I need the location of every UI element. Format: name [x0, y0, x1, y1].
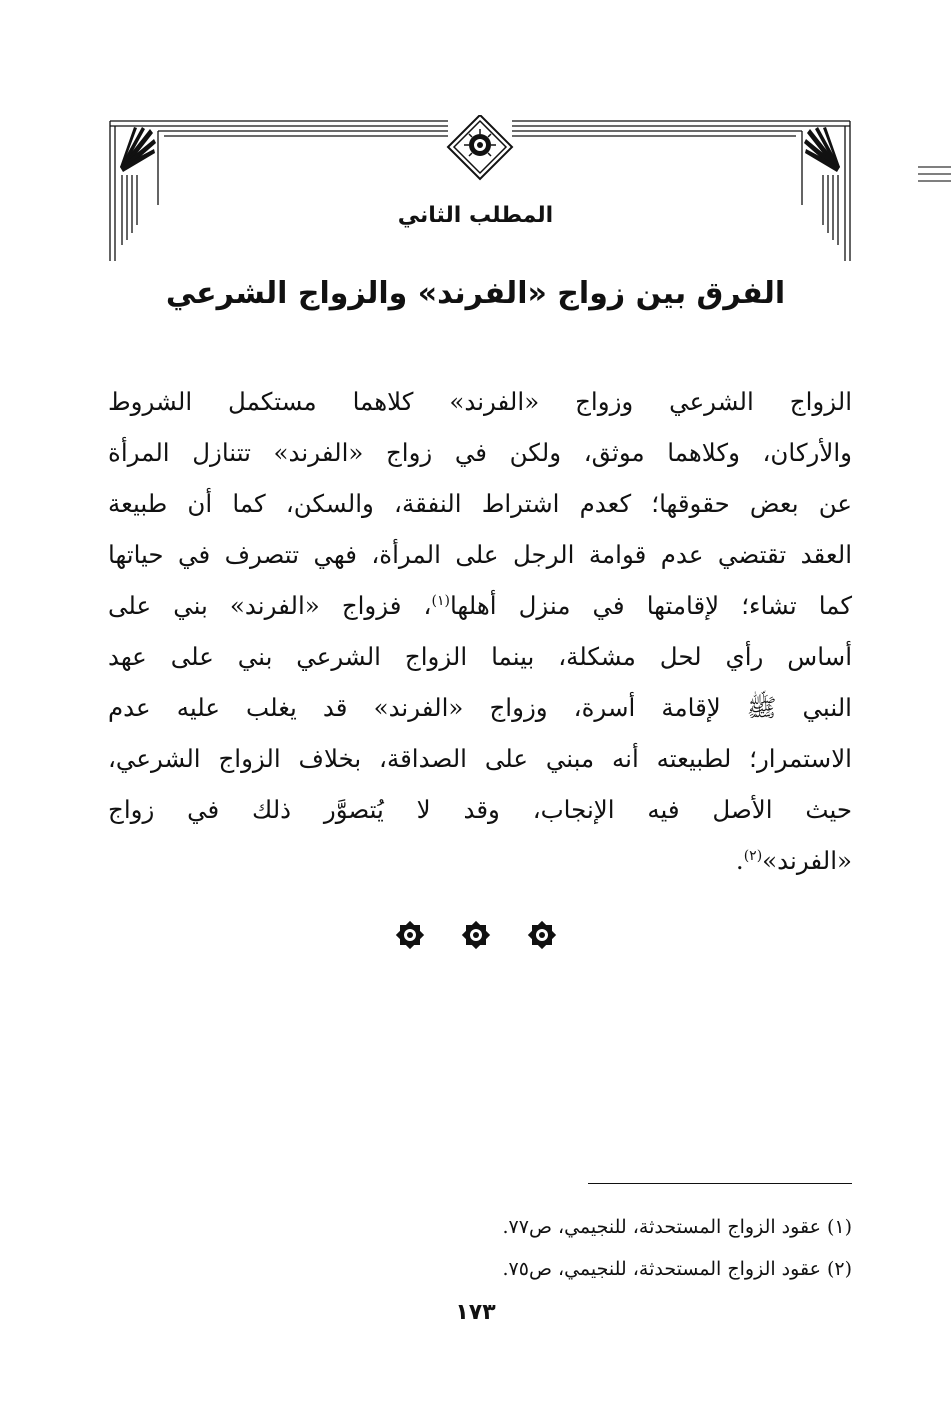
footnotes — [108, 1206, 852, 1290]
footnote-2: (٢) عقود الزواج المستحدثة، للنجيمي، ص٧٥. — [502, 1258, 852, 1280]
body-line: عن بعض حقوقها؛ كعدم اشتراط النفقة، والسكن، كما أن طبيعة — [108, 489, 852, 518]
body-text-segment: . — [735, 846, 744, 875]
body-line: أساس رأي لحل مشكلة، بينما الزواج الشرعي بني على عهد — [108, 642, 852, 671]
star-ornament-icon — [461, 920, 491, 950]
body-text-segment: كما تشاء؛ لإقامتها في منزل أهلها — [449, 591, 852, 620]
body-paragraph — [108, 376, 852, 886]
body-line-final — [108, 835, 852, 886]
margin-lines-icon — [918, 163, 951, 191]
section-title: الفرق بين زواج «الفرند» والزواج الشرعي — [165, 276, 786, 311]
footnote-ref-2: (٢) — [743, 847, 763, 864]
footnote-ref-1: (١) — [431, 592, 450, 609]
section-end-ornaments — [0, 920, 951, 950]
ornamental-frame-icon — [108, 115, 852, 265]
section-subheading: المطلب الثاني — [397, 203, 554, 228]
body-line: الاستمرار؛ لطبيعته أنه مبني على الصداقة، بخلاف الزواج الشرعي، — [108, 744, 852, 773]
footnote-divider — [588, 1183, 852, 1184]
page-number: ١٧٣ — [455, 1300, 496, 1325]
body-line: الزواج الشرعي وزواج «الفرند» كلاهما مستكمل الشروط — [108, 387, 852, 416]
body-line: النبي ﷺ لإقامة أسرة، وزواج «الفرند» قد يغلب عليه عدم — [108, 693, 852, 722]
body-line: والأركان، وكلاهما موثق، ولكن في زواج «الفرند» تتنازل المرأة — [108, 438, 852, 467]
header-frame — [108, 115, 852, 265]
body-text-segment: «الفرند» — [762, 846, 852, 875]
body-text-segment: ، فزواج «الفرند» بني على — [108, 591, 432, 620]
star-ornament-icon — [395, 920, 425, 950]
star-ornament-icon — [527, 920, 557, 950]
footnote-1: (١) عقود الزواج المستحدثة، للنجيمي، ص٧٧. — [502, 1216, 852, 1238]
body-line-with-footnote — [108, 580, 852, 631]
body-line: العقد تقتضي عدم قوامة الرجل على المرأة، فهي تتصرف في حياتها — [108, 540, 852, 569]
body-line: حيث الأصل فيه الإنجاب، وقد لا يُتصوَّر ذلك في زواج — [108, 795, 852, 824]
